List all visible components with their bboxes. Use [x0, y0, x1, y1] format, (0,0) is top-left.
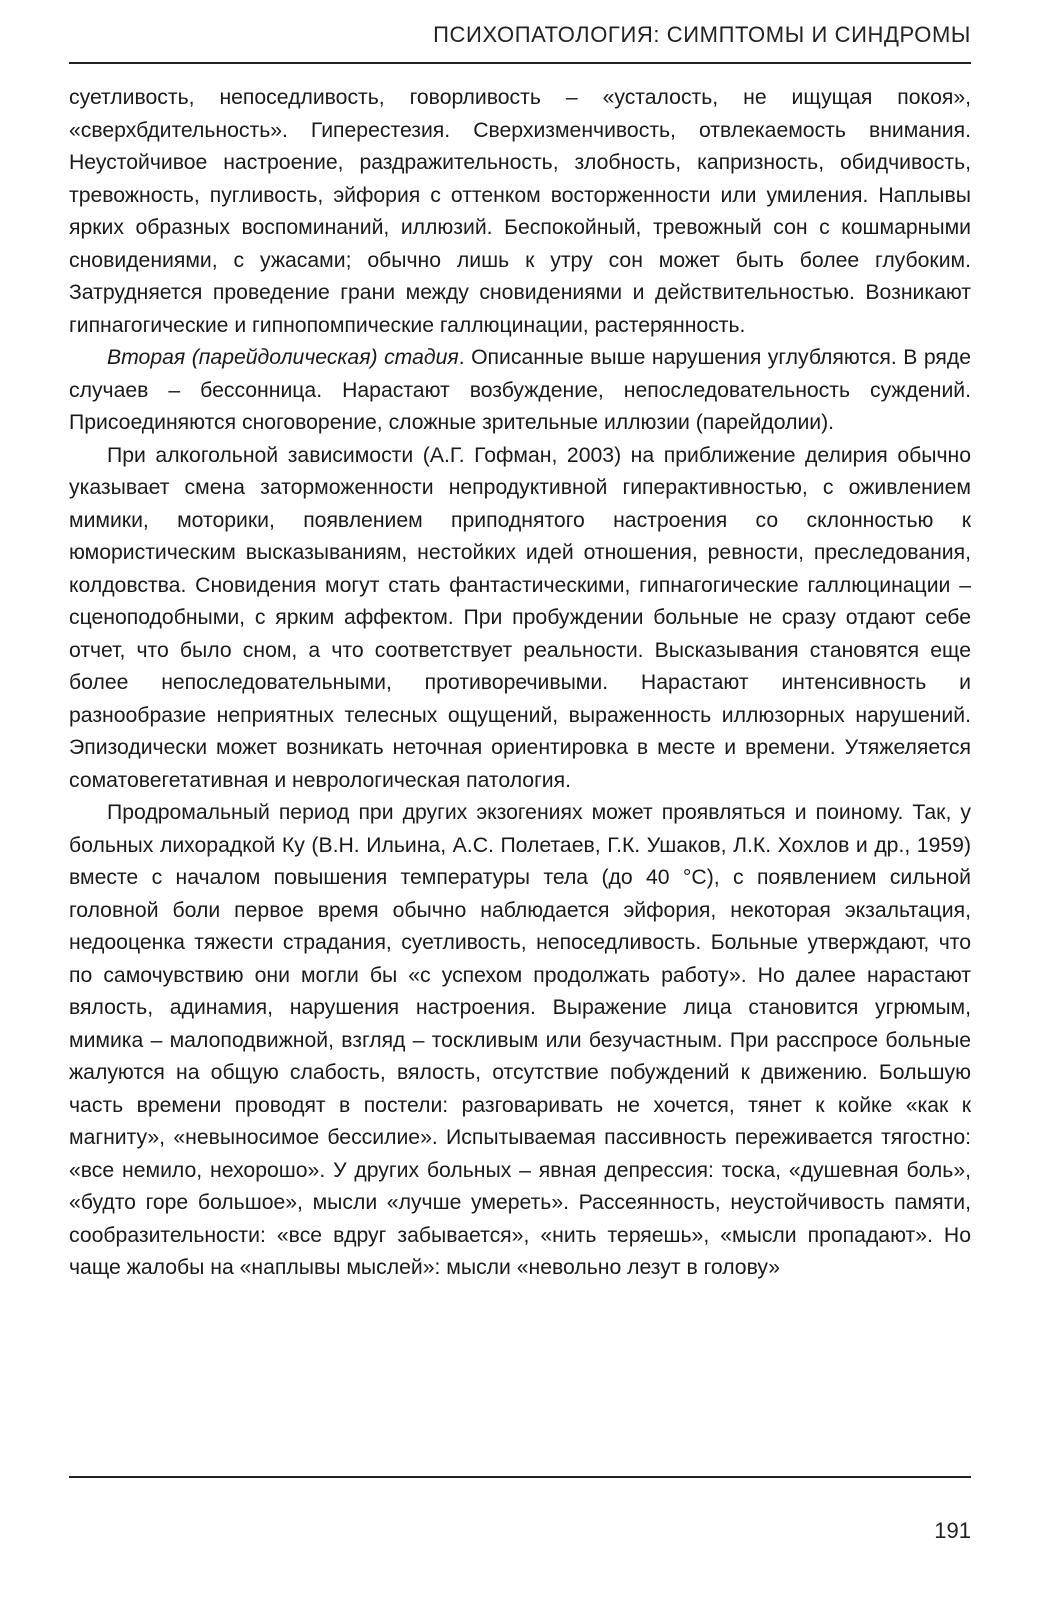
- book-page: [69, 0, 971, 1600]
- paragraph-second-stage: [69, 342, 971, 440]
- stage-heading: Вторая (парейдолическая) стадия: [107, 346, 459, 369]
- running-header: ПСИХОПАТОЛОГИЯ: СИМПТОМЫ И СИНДРОМЫ: [433, 22, 971, 47]
- page-number: 191: [934, 1518, 971, 1543]
- body-text: [69, 82, 971, 1285]
- stage-text: . Описанные выше нарушения углубляются. В ряде случаев – бессонница. Нарастают возбуждение, непоследовательность суждений. Присоединяются сноговорение, сложные зрительные иллюзии (парейдолии).: [69, 346, 971, 434]
- header-rule: [69, 62, 971, 64]
- paragraph-alcohol-dependence: При алкогольной зависимости (А.Г. Гофман, 2003) на приближение делирия обычно указывает смена заторможенности непродуктивной гиперактивностью, с оживлением мимики, моторики, появлением приподнятого настроения со склонностью к юмористическим высказываниям, нестойких идей отношения, ревности, преследования, колдовства. Сновидения могут стать фантастическими, гипнагогические галлюцинации – сценоподобными, с ярким аффектом. При пробуждении больные не сразу отдают себе отчет, что было сном, а что соответствует реальности. Высказывания становятся еще более непоследовательными, противоречивыми. Нарастают интенсивность и разнообразие неприятных телесных ощущений, выраженность иллюзорных нарушений. Эпизодически может возникать неточная ориентировка в месте и времени. Утяжеляется соматовегетативная и неврологическая патология.: [69, 443, 971, 792]
- paragraph-continuation: суетливость, непоседливость, говорливость – «усталость, не ищущая покоя», «сверхбдительность». Гиперестезия. Сверхизменчивость, отвлекаемость внимания. Неустойчивое настроение, раздражительность, злобность, капризность, обидчивость, тревожность, пугливость, эйфория с оттенком восторженности или умиления. Наплывы ярких образных воспоминаний, иллюзий. Беспокойный, тревожный сон с кошмарными сновидениями, с ужасами; обычно лишь к утру сон может быть более глубоким. Затрудняется проведение грани между сновидениями и действительностью. Возникают гипнагогические и гипнопомпические галлюцинации, растерянность.: [69, 86, 971, 337]
- footer-rule: [69, 1476, 971, 1478]
- paragraph-prodromal-period: Продромальный период при других экзогениях может проявляться и поиному. Так, у больных лихорадкой Ку (В.Н. Ильина, А.С. Полетаев, Г.К. Ушаков, Л.К. Хохлов и др., 1959) вместе с началом повышения температуры тела (до 40 °С), с появлением сильной головной боли первое время обычно наблюдается эйфория, некоторая экзальтация, недооценка тяжести страдания, суетливость, непоседливость. Больные утверждают, что по самочувствию они могли бы «с успехом продолжать работу». Но далее нарастают вялость, адинамия, нарушения настроения. Выражение лица становится угрюмым, мимика – малоподвижной, взгляд – тоскливым или безучастным. При расспросе больные жалуются на общую слабость, вялость, отсутствие побуждений к движению. Большую часть времени проводят в постели: разговаривать не хочется, тянет к койке «как к магниту», «невыносимое бессилие». Испытываемая пассивность переживается тягостно: «все немило, нехорошо». У других больных – явная депрессия: тоска, «душевная боль», «будто горе большое», мысли «лучше умереть». Рассеянность, неустойчивость памяти, сообразительности: «все вдруг забывается», «нить теряешь», «мысли пропадают». Но чаще жалобы на «наплывы мыслей»: мысли «невольно лезут в голову»: [69, 801, 971, 1279]
